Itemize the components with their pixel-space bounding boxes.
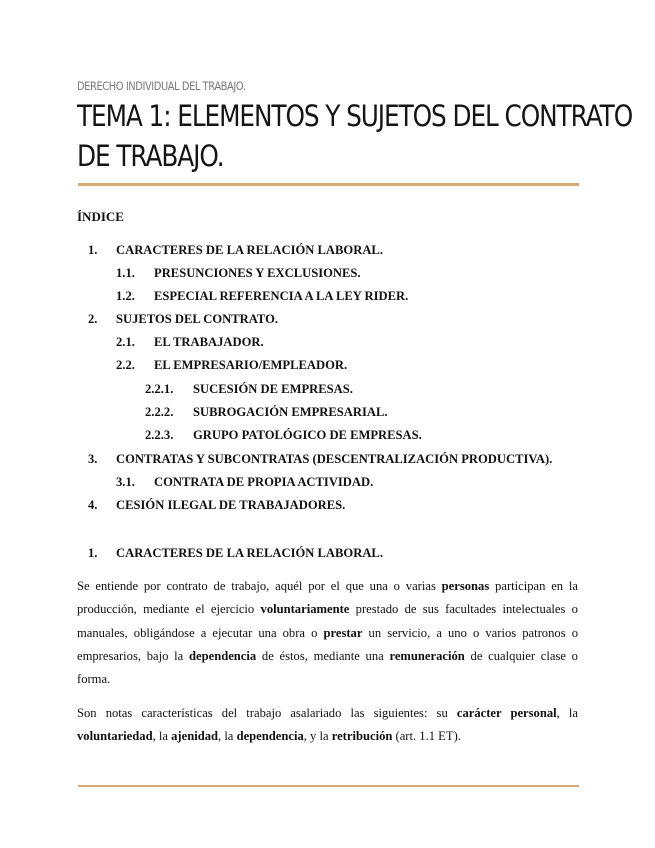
toc-number: 2.2.2. (145, 405, 174, 419)
toc-number: 4. (88, 498, 98, 512)
toc-number: 2.2. (116, 358, 135, 372)
text-run: , la (152, 729, 172, 744)
toc-number: 1.1. (116, 266, 135, 280)
toc-label: CARACTERES DE LA RELACIÓN LABORAL. (116, 243, 383, 257)
bold-term: dependencia (236, 729, 304, 744)
toc-label: PRESUNCIONES Y EXCLUSIONES. (154, 266, 361, 280)
document-subtitle: DERECHO INDIVIDUAL DEL TRABAJO. (77, 79, 246, 93)
toc-number: 1.2. (116, 289, 135, 303)
text-run: Se entiende por contrato de trabajo, aquél por el que una o varias (77, 579, 442, 593)
bold-term: carácter personal (456, 706, 557, 720)
toc-number: 3. (88, 452, 98, 466)
toc-label: CONTRATAS Y SUBCONTRATAS (DESCENTRALIZACIÓN PRODUCTIVA). (116, 452, 553, 466)
text-run: producción, mediante el ejercicio (77, 602, 261, 617)
toc-number: 2.1. (116, 335, 135, 349)
paragraph-definition (77, 575, 578, 691)
toc-number: 2. (88, 312, 98, 326)
section-number: 1. (88, 546, 98, 560)
text-run: Son notas características del trabajo asalariado las siguientes: su (77, 706, 457, 720)
text-run: , y la (303, 729, 332, 744)
bold-term: personas (441, 579, 490, 593)
toc-label: SUCESIÓN DE EMPRESAS. (193, 382, 353, 396)
toc-label: EL TRABAJADOR. (154, 335, 264, 349)
paragraph-line: forma. (77, 672, 111, 687)
text-run: , la (556, 706, 578, 720)
text-run: empresarios, bajo la (77, 648, 189, 663)
document-title (77, 96, 633, 176)
paragraph-line (77, 702, 578, 725)
paragraph-line (77, 598, 578, 621)
text-run: prestado de sus facultades intelectuales o (349, 602, 578, 617)
toc-label: SUBROGACIÓN EMPRESARIAL. (193, 405, 388, 419)
bold-term: voluntariedad (77, 729, 153, 744)
text-run: de cualquier clase o (464, 648, 578, 663)
text-run: participan en la (489, 579, 578, 593)
paragraph-line (77, 575, 578, 598)
toc-number: 2.2.1. (145, 382, 174, 396)
section-title: CARACTERES DE LA RELACIÓN LABORAL. (116, 546, 383, 560)
title-line-2: DE TRABAJO. (77, 139, 224, 173)
text-run: de éstos, mediante una (256, 648, 390, 663)
paragraph-line (77, 725, 578, 748)
paragraph-line (77, 645, 578, 668)
toc-label: SUJETOS DEL CONTRATO. (116, 312, 279, 326)
paragraph-line (77, 622, 578, 645)
toc-label: GRUPO PATOLÓGICO DE EMPRESAS. (193, 428, 422, 442)
bold-term: dependencia (189, 648, 257, 663)
bold-term: prestar (323, 625, 363, 640)
paragraph-characteristics (77, 702, 578, 749)
section-heading (88, 546, 383, 561)
text-run: (art. 1.1 ET). (392, 729, 461, 744)
text-run: , la (218, 729, 237, 744)
toc-number: 1. (88, 243, 98, 257)
toc-label: ESPECIAL REFERENCIA A LA LEY RIDER. (154, 289, 409, 303)
title-line-1: TEMA 1: ELEMENTOS Y SUJETOS DEL CONTRATO (77, 99, 633, 133)
toc-number: 3.1. (116, 475, 135, 489)
bold-term: retribución (331, 729, 393, 744)
toc-label: EL EMPRESARIO/EMPLEADOR. (154, 358, 348, 372)
index-heading: ÍNDICE (77, 209, 124, 224)
toc-label: CESIÓN ILEGAL DE TRABAJADORES. (116, 498, 346, 512)
toc-number: 2.2.3. (145, 428, 174, 442)
toc-label: CONTRATA DE PROPIA ACTIVIDAD. (154, 475, 374, 489)
bold-term: voluntariamente (260, 602, 350, 617)
footer-divider (78, 785, 579, 787)
text-run: manuales, obligándose a ejecutar una obra o (77, 625, 324, 640)
bold-term: ajenidad (171, 729, 219, 744)
bold-term: remuneración (389, 648, 465, 663)
header-divider (78, 183, 579, 186)
text-run: un servicio, a uno o varios patronos o (362, 625, 578, 640)
